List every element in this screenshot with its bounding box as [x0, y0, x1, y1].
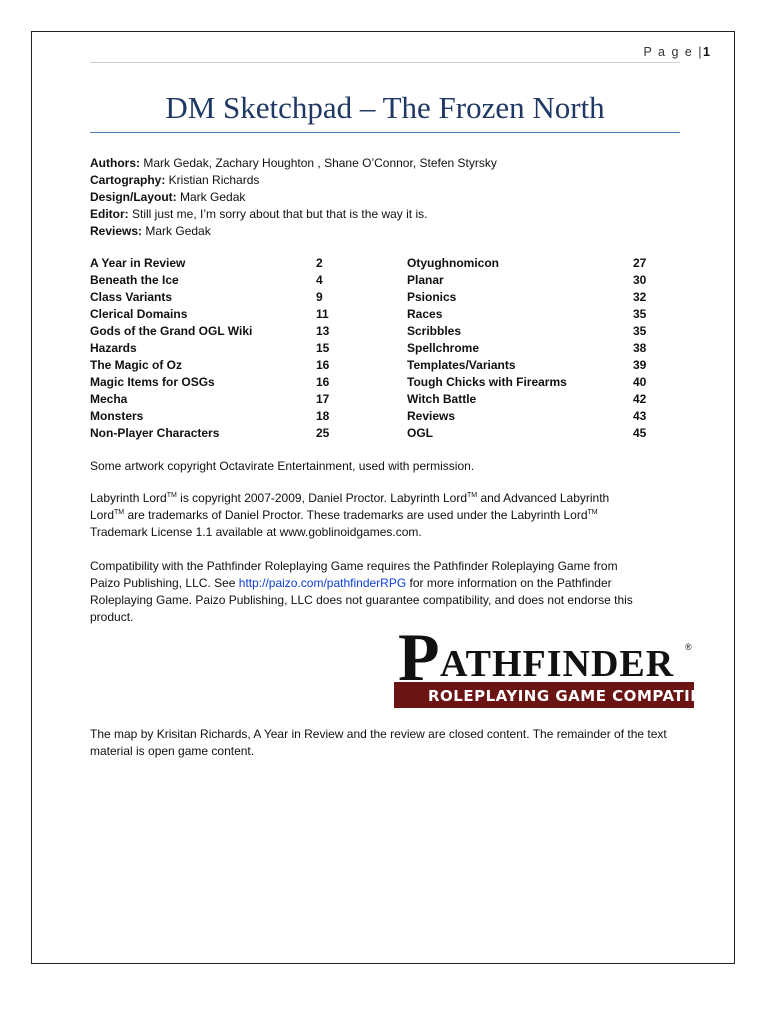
toc-entry: [407, 391, 657, 408]
toc-entry-title: Scribbles: [407, 324, 462, 338]
toc-entry: [90, 374, 330, 391]
toc-entry-page: 39: [633, 358, 647, 372]
toc-entry-page: 43: [633, 409, 647, 423]
toc-entry: [90, 391, 330, 408]
toc-entry-title: Non-Player Characters: [90, 426, 220, 440]
toc-entry: [407, 340, 657, 357]
toc-entry-page: 42: [633, 392, 647, 406]
logo-word: ATHFINDER: [440, 643, 675, 685]
toc-entry-page: 25: [316, 426, 330, 440]
toc-entry: [407, 323, 657, 340]
toc-entry-title: A Year in Review: [90, 256, 186, 270]
toc-entry: [90, 306, 330, 323]
credit-authors: Authors: Mark Gedak, Zachary Houghton , Shane O’Connor, Stefen Styrsky: [90, 156, 497, 170]
logo-registered: ®: [685, 642, 692, 652]
toc-entry-page: 30: [633, 273, 647, 287]
toc-entry-title: Spellchrome: [407, 341, 480, 355]
toc-entry-page: 38: [633, 341, 647, 355]
toc-entry-title: Otyughnomicon: [407, 256, 499, 270]
toc-entry-title: Reviews: [407, 409, 456, 423]
logo-banner-text: ROLEPLAYING GAME COMPATIBLE: [428, 687, 694, 705]
paizo-link[interactable]: http://paizo.com/pathfinderRPG: [238, 576, 407, 590]
toc-entry-page: 27: [633, 256, 647, 270]
toc-entry-page: 45: [633, 426, 647, 440]
toc-entry-page: 2: [316, 256, 323, 270]
header-divider: [90, 62, 680, 63]
toc-entry: [90, 323, 330, 340]
closing-notice: The map by Krisitan Richards, A Year in Review and the review are closed content. The remainder of the text material is open game content.: [90, 727, 667, 758]
toc-entry-page: 9: [316, 290, 323, 304]
toc-entry-title: Tough Chicks with Firearms: [407, 375, 567, 389]
toc-entry-page: 15: [316, 341, 330, 355]
toc-entry-title: The Magic of Oz: [90, 358, 183, 372]
pathfinder-compatible-logo: [394, 620, 694, 710]
toc-entry-title: Gods of the Grand OGL Wiki: [90, 324, 253, 338]
toc-entry: [90, 425, 330, 442]
document-title: DM Sketchpad – The Frozen North: [165, 90, 605, 125]
toc-entry-title: Beneath the Ice: [90, 273, 179, 287]
toc-entry-title: OGL: [407, 426, 433, 440]
toc-entry: [407, 306, 657, 323]
toc-entry-page: 40: [633, 375, 647, 389]
toc-entry: [407, 357, 657, 374]
toc-entry: [90, 408, 330, 425]
toc-entry: [407, 425, 657, 442]
toc-left-column: [90, 255, 330, 442]
page-label: P a g e |: [643, 45, 704, 59]
toc-entry-title: Mecha: [90, 392, 128, 406]
toc-entry-page: 13: [316, 324, 330, 338]
toc-entry: [90, 340, 330, 357]
toc-entry: [90, 357, 330, 374]
credit-cartography: Cartography: Kristian Richards: [90, 173, 260, 187]
credit-reviews: Reviews: Mark Gedak: [90, 224, 211, 238]
toc-entry-page: 32: [633, 290, 647, 304]
toc-entry-page: 4: [316, 273, 323, 287]
page-header: [643, 45, 710, 59]
toc-entry-title: Class Variants: [90, 290, 173, 304]
toc-entry-page: 16: [316, 358, 330, 372]
credit-editor: Editor: Still just me, I’m sorry about that but that is the way it is.: [90, 207, 428, 221]
toc-entry-title: Planar: [407, 273, 444, 287]
toc-entry: [407, 289, 657, 306]
toc-entry-page: 11: [316, 307, 329, 321]
pathfinder-notice: Compatibility with the Pathfinder Roleplaying Game requires the Pathfinder Roleplaying Game from Paizo Publishing, LLC. See http://paizo.com/pathfinderRPG for more information on the Pathfinder Roleplaying Game. Paizo Publishing, LLC does not guarantee compatibility, and does not endorse this product.: [90, 559, 633, 624]
toc-entry-page: 35: [633, 307, 647, 321]
toc-entry: [407, 374, 657, 391]
toc-entry-title: Templates/Variants: [407, 358, 516, 372]
page-number: 1: [703, 45, 710, 59]
toc-entry-title: Psionics: [407, 290, 457, 304]
toc-entry-page: 17: [316, 392, 330, 406]
toc-entry: [90, 289, 330, 306]
toc-entry: [407, 408, 657, 425]
credit-design: Design/Layout: Mark Gedak: [90, 190, 246, 204]
toc-entry: [407, 255, 657, 272]
toc-entry-title: Hazards: [90, 341, 137, 355]
toc-entry-title: Witch Battle: [407, 392, 477, 406]
artwork-note: Some artwork copyright Octavirate Entertainment, used with permission.: [90, 459, 475, 473]
labyrinth-lord-notice: Labyrinth Lord™ is copyright 2007-2009, Daniel Proctor. Labyrinth Lord™ and Advanced Labyrinth Lord™ are trademarks of Daniel Proctor. These trademarks are used under the Labyrinth Lord™ Trademark License 1.1 available at www.goblinoidgames.com.: [90, 491, 610, 539]
title-divider: [90, 132, 680, 133]
toc-entry-title: Races: [407, 307, 443, 321]
toc-entry-page: 18: [316, 409, 330, 423]
toc-entry-page: 35: [633, 324, 647, 338]
toc-entry-title: Monsters: [90, 409, 144, 423]
toc-entry: [90, 272, 330, 289]
toc-right-column: [407, 255, 657, 442]
logo-initial: P: [398, 620, 440, 695]
toc-entry-title: Magic Items for OSGs: [90, 375, 215, 389]
toc-entry: [407, 272, 657, 289]
toc-entry-title: Clerical Domains: [90, 307, 188, 321]
toc-entry: [90, 255, 330, 272]
credits-block: [90, 155, 690, 240]
toc-entry-page: 16: [316, 375, 330, 389]
